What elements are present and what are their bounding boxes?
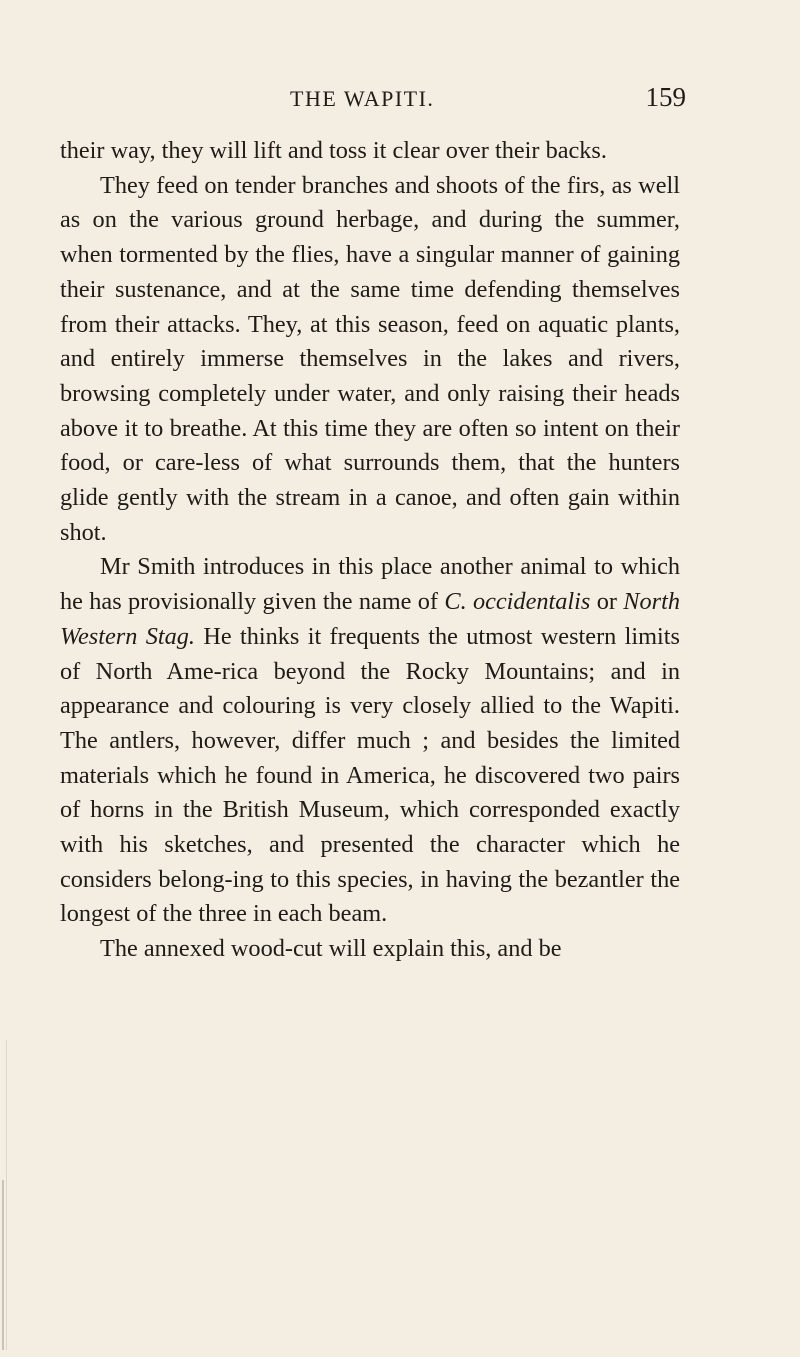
running-title: THE WAPITI.	[290, 86, 435, 111]
paragraph	[60, 932, 680, 967]
paragraph	[60, 550, 680, 932]
italic-text: North Western Stag.	[60, 588, 680, 650]
gutter-edge	[2, 1180, 4, 1350]
paragraph-text: or	[590, 588, 624, 616]
paragraph-text: He thinks it frequents the utmost western limits of North Ame-rica beyond the Rocky Mountains; and in appearance and colouring is very closely allied to the Wapiti. The antlers, however, differ much ; and besides the limited materials which he found in America, he discovered two pairs of horns in the British Museum, which corresponded exactly with his sketches, and presented the character which he considers belong-ing to this species, in having the bezantler the longest of the three in each beam.	[60, 622, 681, 928]
paragraph	[60, 134, 680, 169]
gutter-shadow	[6, 1040, 7, 1350]
paragraph	[60, 169, 680, 551]
paragraph-text: their way, they will lift and toss it clear over their backs.	[60, 137, 607, 164]
page-number: 159	[645, 82, 686, 112]
paragraph-text: The annexed wood-cut will explain this, and be	[100, 935, 562, 963]
italic-text: C. occidentalis	[444, 588, 591, 616]
running-head	[60, 82, 686, 126]
body-text	[60, 134, 680, 967]
paragraph-text: Mr Smith introduces in this place another animal to which he has provisionally given the name of	[60, 553, 680, 616]
paragraph-text: They feed on tender branches and shoots of the firs, as well as on the various ground herbage, and during the summer, when tormented by the flies, have a singular manner of gaining their sustenance, and at the same time defending themselves from their attacks. They, at this season, feed on aquatic plants, and entirely immerse themselves in the lakes and rivers, browsing completely under water, and only raising their heads above it to breathe. At this time they are often so intent on their food, or care-less of what surrounds them, that the hunters glide gently with the stream in a canoe, and often gain within shot.	[60, 171, 680, 546]
